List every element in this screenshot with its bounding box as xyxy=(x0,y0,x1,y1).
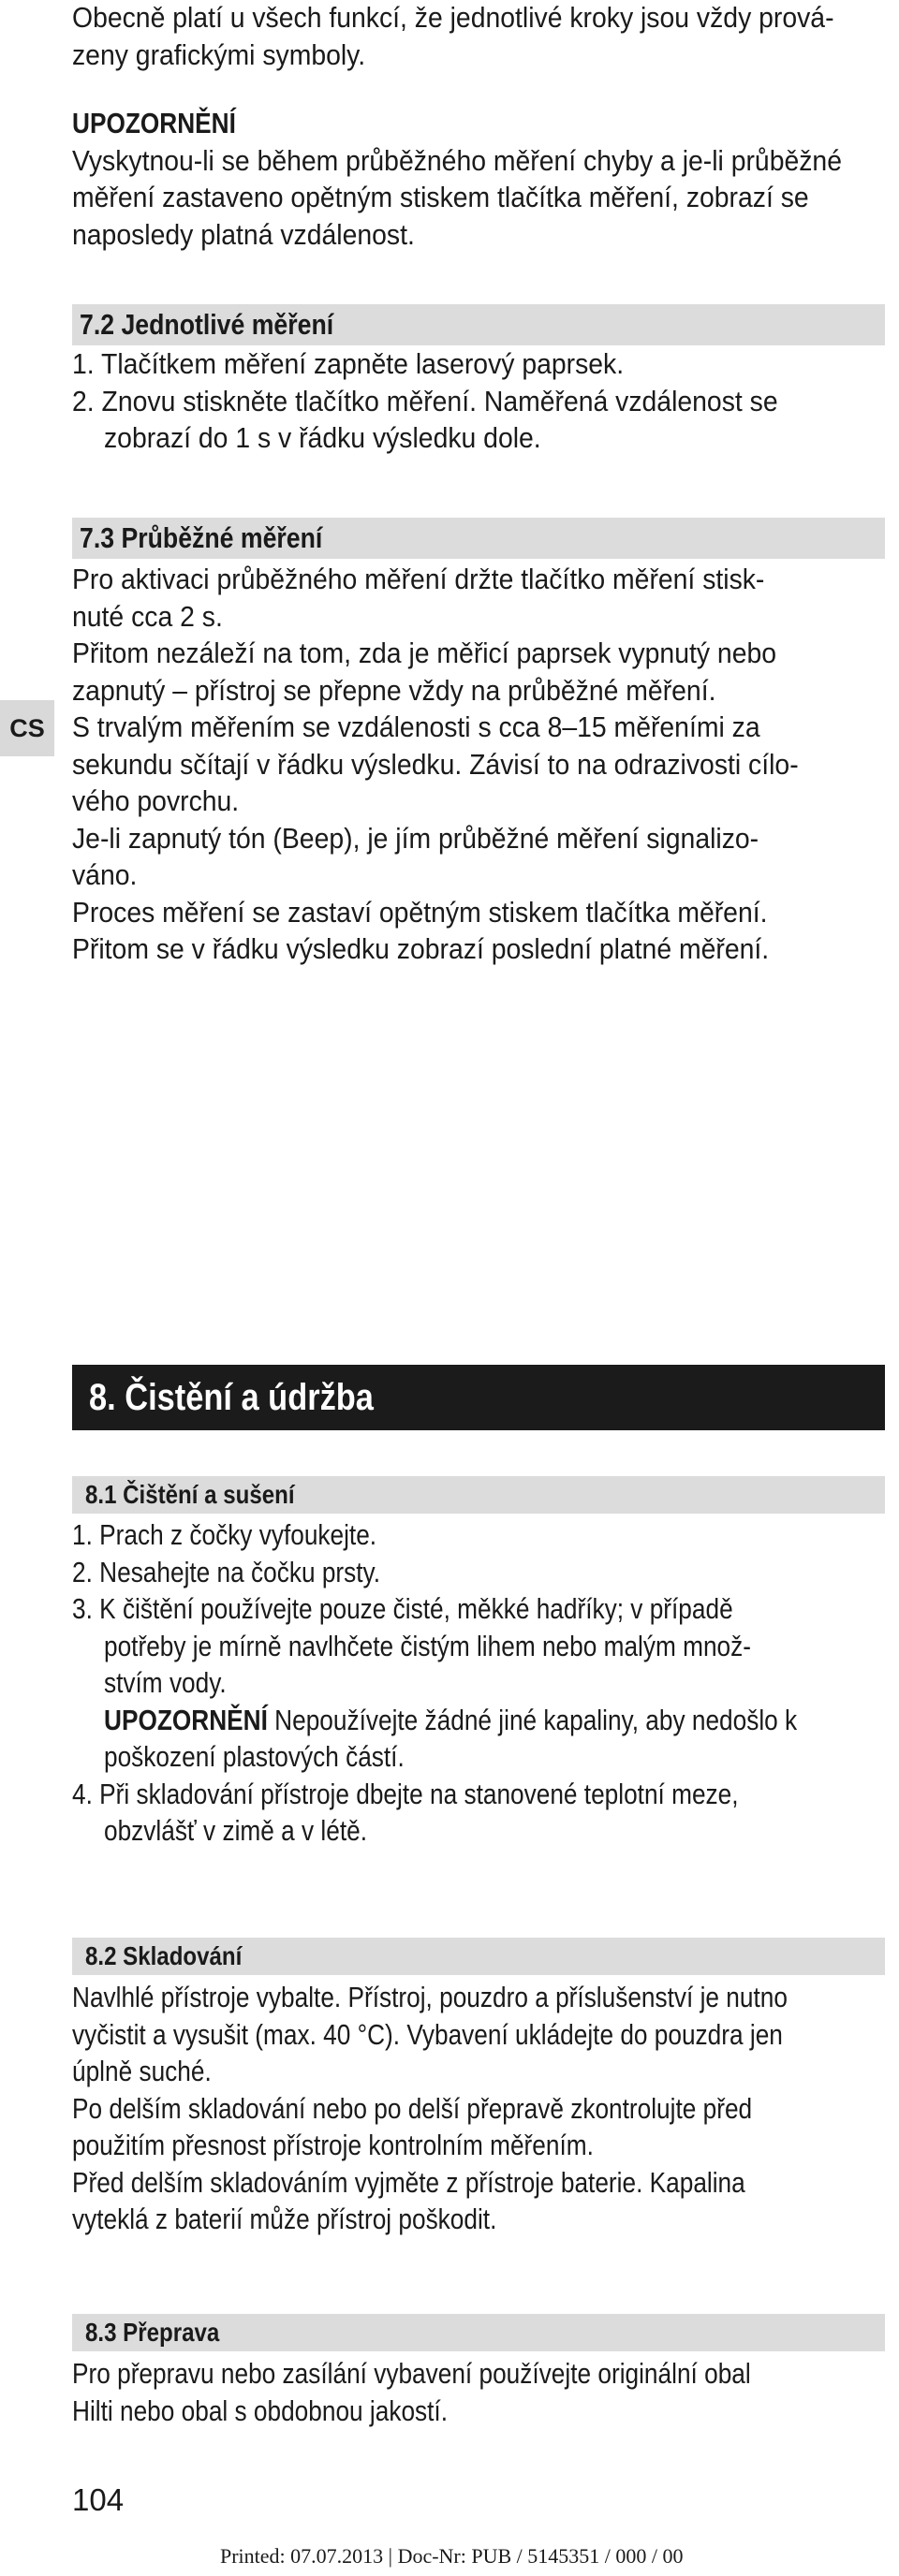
section-7-2-title: 7.2 Jednotlivé měření xyxy=(80,308,334,341)
section-8-2-body xyxy=(72,1980,885,2239)
section-8-1-title: 8.1 Čištění a sušení xyxy=(85,1480,295,1509)
list-item-continuation: stvím vody. xyxy=(104,1667,227,1699)
body-line: Po delším skladování nebo po delší přepravě zkontrolujte před xyxy=(72,2092,753,2125)
warning-label: UPOZORNĚNÍ xyxy=(72,108,236,139)
body-line: Hilti nebo obal s obdobnou jakostí. xyxy=(72,2394,449,2427)
section-8-1-list xyxy=(72,1517,885,1851)
body-line: použitím přesnost přístroje kontrolním měřením. xyxy=(72,2130,594,2161)
list-item: 1. Prach z čočky vyfoukejte. xyxy=(72,1519,377,1551)
section-7-2-list xyxy=(72,346,885,458)
list-item: 3. K čištění používejte pouze čisté, měkké hadříky; v případě xyxy=(72,1593,733,1625)
body-line: zapnutý – přístroj se přepne vždy na průběžné měření. xyxy=(72,674,716,707)
list-item-continuation: obzvlášť v zimě a v létě. xyxy=(104,1815,367,1847)
intro-line-1: Obecně platí u všech funkcí, že jednotlivé kroky jsou vždy prová- xyxy=(72,2,834,34)
section-7-3-body xyxy=(72,562,885,969)
body-line: nuté cca 2 s. xyxy=(72,600,223,633)
body-line: Před delším skladováním vyjměte z přístroje baterie. Kapalina xyxy=(72,2166,745,2199)
body-line: Pro aktivaci průběžného měření držte tlačítko měření stisk- xyxy=(72,564,765,595)
warning-text-continuation: poškození plastových částí. xyxy=(104,1741,405,1773)
section-8-1-heading xyxy=(72,1476,885,1514)
section-7-2-heading xyxy=(72,304,885,345)
section-8-3-body xyxy=(72,2356,885,2430)
body-line: vyteklá z baterií může přístroj poškodit. xyxy=(72,2203,497,2235)
intro-line-2: zeny grafickými symboly. xyxy=(72,38,366,71)
section-8-2-heading xyxy=(72,1938,885,1975)
section-7-3-heading xyxy=(72,518,885,559)
warning-line-2: měření zastaveno opětným stiskem tlačítka měření, zobrazí se xyxy=(72,182,809,213)
list-item-continuation: zobrazí do 1 s v řádku výsledku dole. xyxy=(104,422,541,454)
section-8-3-title: 8.3 Přeprava xyxy=(85,2318,220,2347)
body-line: Proces měření se zastaví opětným stiskem tlačítka měření. xyxy=(72,896,768,929)
warning-line-3: naposledy platná vzdálenost. xyxy=(72,218,415,251)
body-line: úplně suché. xyxy=(72,2056,212,2087)
section-7-3-title: 7.3 Průběžné měření xyxy=(80,521,323,554)
body-line: vyčistit a vysušit (max. 40 °C). Vybavení ukládejte do pouzdra jen xyxy=(72,2018,783,2051)
body-line: S trvalým měřením se vzdálenosti s cca 8–15 měřeními za xyxy=(72,711,760,743)
list-item: 4. Při skladování přístroje dbejte na stanovené teplotní meze, xyxy=(72,1778,739,1810)
section-8-2-title: 8.2 Skladování xyxy=(85,1941,243,1970)
body-line: Pro přepravu nebo zasílání vybavení používejte originální obal xyxy=(72,2358,751,2390)
warning-label: UPOZORNĚNÍ xyxy=(104,1704,268,1736)
chapter-8-title: 8. Čistění a údržba xyxy=(89,1377,374,1418)
list-item: 2. Nesahejte na čočku prsty. xyxy=(72,1556,381,1588)
list-item-continuation: potřeby je mírně navlhčete čistým lihem nebo malým množ- xyxy=(104,1630,751,1662)
body-line: Přitom se v řádku výsledku zobrazí poslední platné měření. xyxy=(72,933,770,965)
body-line: vého povrchu. xyxy=(72,785,240,817)
list-item: 2. Znovu stiskněte tlačítko měření. Naměřená vzdálenost se xyxy=(72,385,778,417)
warning-block xyxy=(72,106,885,254)
language-tab: CS xyxy=(0,700,54,756)
list-item: 1. Tlačítkem měření zapněte laserový paprsek. xyxy=(72,348,625,380)
section-8-3-heading xyxy=(72,2314,885,2351)
page-number: 104 xyxy=(72,2482,125,2517)
body-line: Navlhlé přístroje vybalte. Přístroj, pouzdro a příslušenství je nutno xyxy=(72,1982,788,2013)
warning-line-1: Vyskytnou-li se během průběžného měření chyby a je-li průběžné xyxy=(72,144,842,177)
body-line: Přitom nezáleží na tom, zda je měřicí paprsek vypnutý nebo xyxy=(72,637,777,669)
body-line: sekundu sčítají v řádku výsledku. Závisí to na odrazivosti cílo- xyxy=(72,748,799,781)
body-line: váno. xyxy=(72,859,138,891)
body-line: Je-li zapnutý tón (Beep), je jím průběžné měření signalizo- xyxy=(72,822,759,855)
print-footer: Printed: 07.07.2013 | Doc-Nr: PUB / 5145351 / 000 / 00 xyxy=(220,2544,684,2568)
warning-text: Nepoužívejte žádné jiné kapaliny, aby nedošlo k xyxy=(267,1704,798,1736)
intro-paragraph xyxy=(72,0,885,74)
chapter-8-heading xyxy=(72,1365,885,1430)
